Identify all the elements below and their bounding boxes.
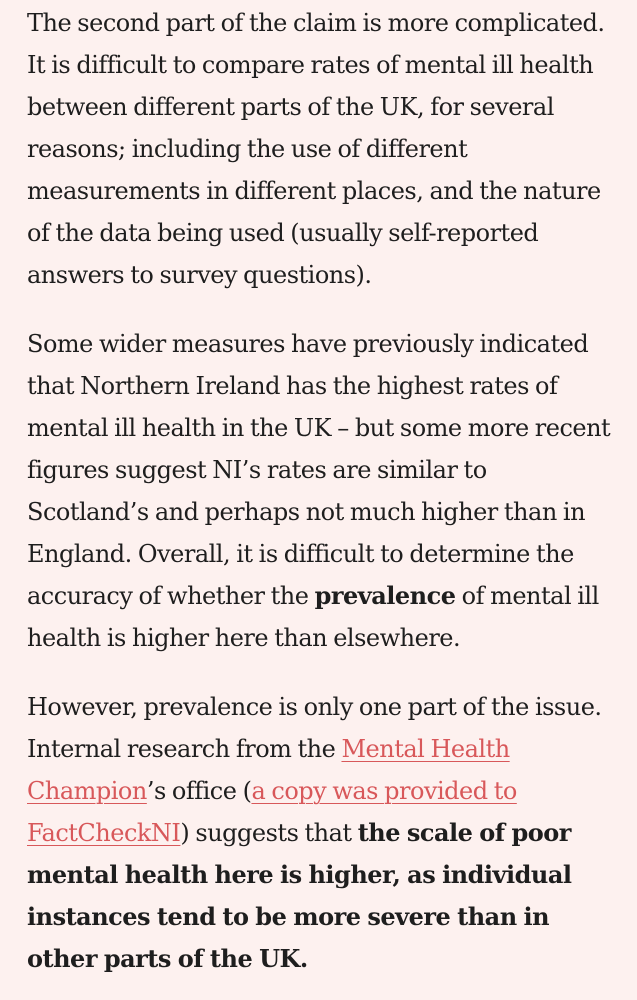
paragraph-severity: [27, 686, 613, 980]
paragraph-claim-complexity: [27, 2, 613, 296]
paragraph-text: However, prevalence is only one part of the issue. Internal research from the: [27, 693, 602, 763]
bold-prevalence: prevalence: [314, 581, 456, 610]
paragraph-text: ) suggests that: [180, 819, 358, 847]
mental-health-champion-link[interactable]: Mental Health Champion: [27, 735, 510, 805]
paragraph-text: ’s office (: [146, 777, 252, 805]
bold-severity-statement: the scale of poor mental health here is higher, as individual instances tend to be more severe than in other parts of the UK.: [27, 818, 572, 973]
factcheckni-copy-link[interactable]: a copy was provided to FactCheckNI: [27, 777, 517, 847]
paragraph-text: of mental ill health is higher here than elsewhere.: [27, 582, 599, 652]
paragraph-text: The second part of the claim is more complicated. It is difficult to compare rates of mental ill health between different parts of the UK, for several reasons; including the use of different measurements in different places, and the nature of the data being used (usually self-reported answers to survey questions).: [27, 9, 605, 289]
paragraph-text: Some wider measures have previously indicated that Northern Ireland has the highest rates of mental ill health in the UK – but some more recent figures suggest NI’s rates are similar to Scotland’s and perhaps not much higher than in England. Overall, it is difficult to determine the accuracy of whether the: [27, 330, 611, 610]
paragraph-prevalence: [27, 323, 613, 659]
